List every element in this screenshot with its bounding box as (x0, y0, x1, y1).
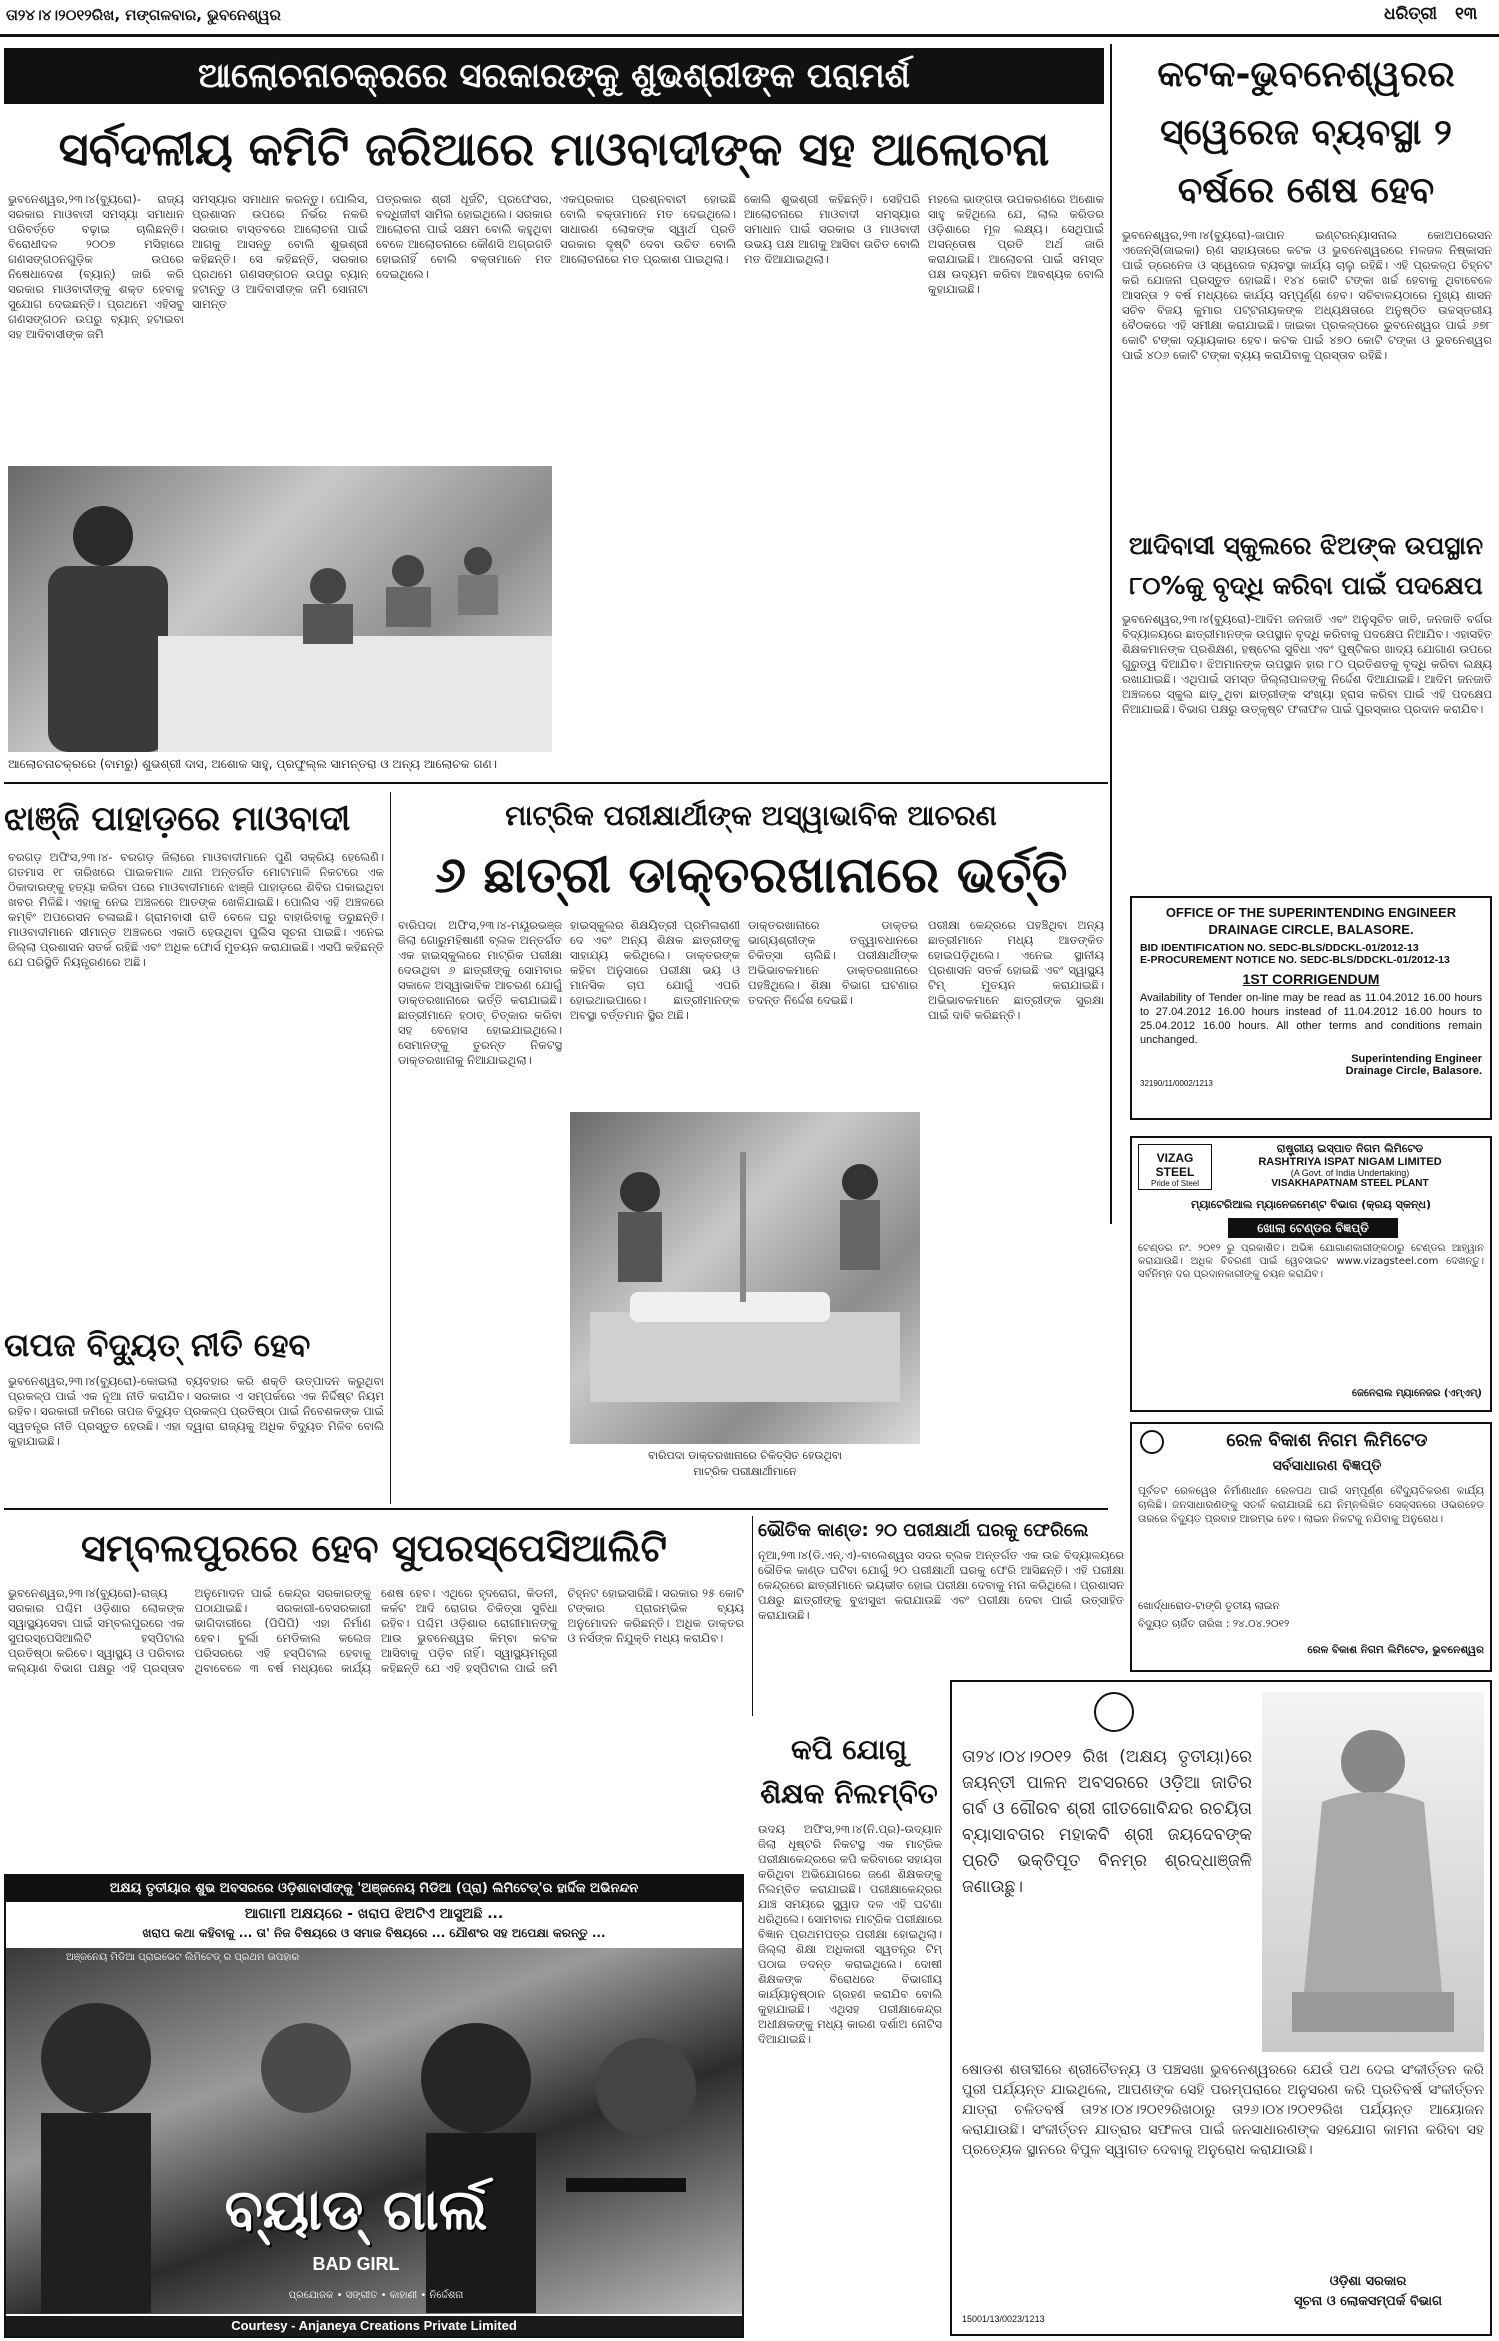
tender-body: Availability of Tender on-line may be read as 11.04.2012 16.00 hours to 27.04.2012 16.00 hours instead of 11.04.2012 16.00 hours to 25.04.2012 16.00 hours. All other terms and conditions remain unchanged. (1140, 992, 1482, 1046)
vizag-company-en: RASHTRIYA ISPAT NIGAM LIMITED (1258, 1156, 1442, 1168)
rail-section-2: ବିଦ୍ୟୁତ ଚାର୍ଜିତ ତାରିଖ : ୨୪.୦୪.୨୦୧୨ (1138, 1618, 1290, 1630)
drainage-tender (1130, 896, 1492, 1120)
vizag-body: ଟେଣ୍ଡର ନଂ. ୨୦୧୨ ରୁ ପ୍ରକାଶିତ। ଅଭିଜ୍ଞ ଯୋଗାଣକାରୀଙ୍କଠାରୁ ଟେଣ୍ଡର ଆହ୍ୱାନ କରାଯାଉଛି। ଅଧିକ ବିବରଣୀ ପାଇଁ ୱେବସାଇଟ www.vizagsteel.com ଦେଖନ୍ତୁ। ସର୍ବନିମ୍ନ ଦର ପ୍ରଦାନକାରୀଙ୍କୁ ଚୟନ କରାଯିବ। (1138, 1243, 1484, 1280)
adivasi-headline-1: ଆଦିବାସୀ ସ୍କୁଲରେ ଝିଅଙ୍କ ଉପସ୍ଥାନ (1128, 531, 1484, 560)
maoist-body: ବରଗଡ଼ ଅଫିସ,୨୩।୪- ବରଗଡ଼ ଜିଲାରେ ମାଓବାଦୀମାନେ ପୁଣି ସକ୍ରିୟ ହେଲେଣି। ଗତମାସ ୧୮ ତାରିଖରେ ପାଇକମାଳ ଥାନା ଅନ୍ତର୍ଗତ ମୋଟାମାଳି ନିକଟରେ ଏକ ଠିକାଦାରଙ୍କୁ ହତ୍ୟା କରିବା ପରେ ମାଓବାଦୀମାନେ ଝାଞ୍ଜି ପାହାଡ଼ରେ ଶିବିର ପକାଇଥିବା ଖବର ମିଳିଛି। ଏହାକୁ ନେଇ ଅଞ୍ଚଳରେ ଆତଙ୍କ ଖେଳିଯାଇଛି। ପୋଲିସ ଏହି ଅଞ୍ଚଳରେ କମ୍ବିଂ ଅପରେସନ ଚଳାଇଛି। ଗ୍ରାମବାସୀ ରାତି ବେଳେ ଘରୁ ବାହାରିବାକୁ ଡରୁଛନ୍ତି। ମାଓବାଦୀମାନେ ସୀମାନ୍ତ ଅଞ୍ଚଳରେ ଏକାଠି ହେଉଥିବା ପୁଲିସ ସୂଚନା ପାଇଛି। ଏନେଇ ଜିଲ୍ଲା ପ୍ରଶାସନ ସତର୍କ ରହିଛି ଏବଂ ଅଧିକ ଫୋର୍ସ ମୁତୟନ କରାଯାଇଛି। ଏସପି କହିଛନ୍ତି ଯେ ପରିସ୍ଥିତି ନିୟନ୍ତ୍ରଣରେ ଅଛି। (8, 850, 384, 969)
rail-section-1: ଖୋର୍ଦ୍ଧାରୋଡ-ଟାଙ୍ଗି ତୃତୀୟ ଲାଇନ (1138, 1600, 1280, 1612)
bhoutika-body: ନୂଆ,୨୩।୪(ଡି.ଏନ୍.ଏ)-ବାଲେଶ୍ୱର ସଦର ବ୍ଲକ ଅନ୍ତର୍ଗତ ଏକ ଉଚ୍ଚ ବିଦ୍ୟାଳୟରେ ଭୌତିକ କାଣ୍ଡ ଘଟିବା ଯୋଗୁଁ ୨୦ ପରୀକ୍ଷାର୍ଥୀ ଘରକୁ ଫେରି ଆସିଛନ୍ତି। ଏହି ପରୀକ୍ଷା କେନ୍ଦ୍ରରେ ଛାତ୍ରୀମାନେ ଭୟଭୀତ ହୋଇ ପରୀକ୍ଷା ଦେବାକୁ ମନା କରିଥିଲେ। ପ୍ରଶାସନ ପକ୍ଷରୁ ଛାତ୍ରୀଙ୍କୁ ବୁଝାସୁଝା କରାଯାଉଛି ଏବଂ ପରୀକ୍ଷା ଦେବା ପାଇଁ ଉତ୍ସାହିତ କରାଯାଉଛି। (758, 1548, 1124, 1622)
exam-col-left: ବାରିପଦା ଅଫିସ,୨୩।୪-ମୟୂରଭଞ୍ଜ ଜିଲା ଗୋରୁମହିଷାଣୀ ବ୍ଲକ ଅନ୍ତର୍ଗତ ଏକ ହାଇସ୍କୁଲରେ ମାଟ୍ରିକ ପରୀକ୍ଷା ଦେଉଥିବା ୬ ଛାତ୍ରୀଙ୍କୁ ସୋମବାର ସକାଳେ ଅସ୍ୱାଭାବିକ ଆଚରଣ ଯୋଗୁଁ ଡାକ୍ତରଖାନାରେ ଭର୍ତ୍ତି କରାଯାଇଛି। ଛାତ୍ରୀମାନେ ହଠାତ୍ ଚିତ୍କାର କରିବା ସହ ବେହୋସ ହୋଇଯାଇଥିଲେ। ସେମାନଙ୍କୁ ତୁରନ୍ତ ନିକଟସ୍ଥ ଡାକ୍ତରଖାନାକୁ ନିଆଯାଇଥିଲା। (398, 918, 562, 1067)
adivasi-headline-2: ୮୦%କୁ ବୃଦ୍ଧି କରିବା ପାଇଁ ପଦକ୍ଷେପ (1129, 571, 1483, 600)
vizag-company-block (1218, 1142, 1482, 1189)
vizag-logo-icon (1138, 1144, 1212, 1190)
vizag-tender-title: ଖୋଲା ଟେଣ୍ଡର ବିଜ୍ଞପ୍ତି (1228, 1218, 1398, 1238)
rail-body: ପୂର୍ବତଟ ରେଳୱେର ନିର୍ମାଣାଧୀନ ରେଳପଥ ପାଇଁ ସମ୍ପୂର୍ଣ୍ଣ ବୈଦ୍ୟୁତିକରଣ କାର୍ଯ୍ୟ ଚାଲିଛି। ଜନସାଧାରଣଙ୍କୁ ସତର୍କ କରାଯାଉଛି ଯେ ନିମ୍ନଲିଖିତ ସେକ୍ସନରେ ଓଭରହେଡ ତାରରେ ବିଦ୍ୟୁତ ପ୍ରବାହ ଆରମ୍ଭ ହେବ। ଲାଇନ ନିକଟକୁ ନଯିବାକୁ ଅନୁରୋଧ। (1138, 1485, 1484, 1525)
main-kicker: ଆଲୋଚନାଚକ୍ରରେ ସରକାରଙ୍କୁ ଶୁଭଶ୍ରୀଙ୍କ ପରାମର୍ଶ (4, 48, 1104, 104)
main-photo-caption: ଆଲୋଚନାଚକ୍ରରେ (ବାମରୁ) ଶୁଭଶ୍ରୀ ଦାସ, ଅଶୋକ ସାହୁ, ପ୍ରଫୁଲ୍ଲ ସାମନ୍ତରା ଓ ଅନ୍ୟ ଆଲୋଚକ ଗଣ। (8, 757, 498, 771)
bhoutika-headline: ଭୌତିକ କାଣ୍ଡ: ୨୦ ପରୀକ୍ଷାର୍ଥୀ ଘରକୁ ଫେରିଲେ (758, 1520, 1089, 1541)
rail-company: ରେଳ ବିକାଶ ନିଗମ ଲିମିଟେଡ (1226, 1430, 1428, 1451)
main-col-1: ଭୁବନେଶ୍ୱର,୨୩।୪(ବ୍ୟୁରୋ)- ରାଜ୍ୟ ସରକାର ମାଓବାଦୀ ସମସ୍ୟା ସମାଧାନ ପରିବର୍ତ୍ତେ ବଢ଼ାଇ ଚାଲିଛନ୍ତି। ବିରୋଧୀଦଳ ୨୦୦୭ ମସିହାରେ ଗଣସଙ୍ଗଠନଗୁଡ଼ିକ ଉପରେ ନିଷେଧାଦେଶ (ବ୍ୟାନ୍) ଜାରି କରି ସରକାର ମାଓବାଦୀଙ୍କୁ ଶକ୍ତ ହେବାକୁ ସୁଯୋଗ ଦେଇଛନ୍ତି। ପ୍ରଥମେ ଏହିସବୁ ଗଣସଙ୍ଗଠନ ଉପରୁ ବ୍ୟାନ୍ ହଟାଇବା ସହ ଆଦିବାସୀଙ୍କ ଜମି (8, 192, 184, 341)
odisha-emblem-icon (1094, 1692, 1134, 1732)
film-teaser-2: ଖରାପ କଥା କହିବାକୁ ... ତା' ନିଜ ବିଷୟରେ ଓ ସମାଜ ବିଷୟରେ ... ଯୌଶଂର ସହ ଅପେକ୍ଷା କରନ୍ତୁ ... (142, 1926, 606, 1940)
exam-col-far: ପରୀକ୍ଷା କେନ୍ଦ୍ରରେ ପହଞ୍ଚିଥିବା ଅନ୍ୟ ଛାତ୍ରୀମାନେ ମଧ୍ୟ ଆତଙ୍କିତ ହୋଇପଡ଼ିଥିଲେ। ଏନେଇ ସ୍ଥାନୀୟ ପ୍ରଶାସନ ସତର୍କ ହୋଇଛି ଏବଂ ସ୍ୱାସ୍ଥ୍ୟ ଟିମ୍ ମୁତୟନ କରାଯାଇଛି। ଅଭିଭାବକମାନେ ଛାତ୍ରୀଙ୍କ ସୁରକ୍ଷା ପାଇଁ ଦାବି କରିଛନ୍ତି। (928, 918, 1104, 1022)
masthead-date: ତା୨୪।୪।୨୦୧୨ରିଖ, ମଙ୍ଗଳବାର, ଭୁବନେଶ୍ୱର (6, 6, 281, 24)
maoist-headline: ଝାଞ୍ଜି ପାହାଡ଼ରେ ମାଓବାଦୀ (4, 799, 351, 839)
hospital-headline: ସମ୍ବଲପୁରରେ ହେବ ସୁପରସ୍ପେସିଆଲିଟି (80, 1526, 667, 1570)
exam-photo-caption-1: ବାରିପଦା ଡାକ୍ତରଖାନାରେ ଚିକିତ୍ସିତ ହେଉଥିବା (648, 1449, 842, 1462)
section-rule-mid (4, 782, 1108, 784)
vizag-plant: VISAKHAPATNAM STEEL PLANT (1271, 1178, 1429, 1189)
vizag-company-sub: (A Govt. of India Undertaking) (1290, 1168, 1410, 1178)
teacher-headline: କପି ଯୋଗୁ ଶିକ୍ଷକ ନିଲମ୍ବିତ (760, 1733, 938, 1810)
rail-title: ସର୍ବସାଧାରଣ ବିଜ୍ଞପ୍ତି (1272, 1458, 1382, 1474)
hospital-beds-illustration (570, 1112, 920, 1444)
teacher-body: ଉଦୟ ଅଫିସ,୨୩।୪(ନି.ପ୍ର)-ଉଦ୍ୟାନ ଜିଲା ଧୂଷ୍ଟରି ନିକଟସ୍ଥ ଏକ ମାଟ୍ରିକ ପରୀକ୍ଷାକେନ୍ଦ୍ରରେ କପି କରିବାରେ ସହାୟତା କରିଥିବା ଅଭିଯୋଗରେ ଜଣେ ଶିକ୍ଷକଙ୍କୁ ନିଲମ୍ବିତ କରାଯାଇଛି। ପରୀକ୍ଷାକେନ୍ଦ୍ରର ଯାଞ୍ଚ ସମୟରେ ସ୍କ୍ୱାଡ ଦଳ ଏହି ଘଟଣା ଧରିଥିଲେ। ସୋମବାର ମାଟ୍ରିକ ପରୀକ୍ଷାରେ ବିଜ୍ଞାନ ପ୍ରଥମପତ୍ର ପରୀକ୍ଷା ହୋଇଥିଲା। ଜିଲ୍ଲା ଶିକ୍ଷା ଅଧିକାରୀ ସ୍ୱତନ୍ତ୍ର ଟିମ୍ ପଠାଇ ତଦନ୍ତ କରାଇଥିଲେ। ଦୋଷୀ ଶିକ୍ଷକଙ୍କ ବିରୋଧରେ ବିଭାଗୀୟ କାର୍ଯ୍ୟାନୁଷ୍ଠାନ ଗ୍ରହଣ କରାଯିବ ବୋଲି କୁହାଯାଇଛି। ଏଥିସହ ପରୀକ୍ଷାକେନ୍ଦ୍ର ଅଧୀକ୍ଷକଙ୍କୁ ମଧ୍ୟ କାରଣ ଦର୍ଶାଅ ନୋଟିସ ଦିଆଯାଇଛି। (758, 1822, 942, 2046)
seminar-people-illustration (8, 466, 552, 752)
main-headline: ସର୍ବଦଳୀୟ କମିଟି ଜରିଆରେ ମାଓବାଦୀଙ୍କ ସହ ଆଲୋଚନା (58, 122, 1050, 176)
masthead (0, 0, 1499, 34)
govt-notice-body-2: ଷୋଡଶ ଶତାବ୍ଦୀରେ ଶ୍ରୀଚୈତନ୍ୟ ଓ ପଞ୍ଚସଖା ଭୁବନେଶ୍ୱରରେ ଯେଉଁ ପଥ ଦେଇ ସଂକୀର୍ତ୍ତନ କରି ପୁରୀ ପର୍ଯ୍ୟନ୍ତ ଯାଇଥିଲେ, ଆପଣଙ୍କ ସେହି ପରମ୍ପରାରେ ଅନୁସରଣ କରି ପ୍ରତିବର୍ଷ ସଂକୀର୍ତ୍ତନ ଯାତ୍ରା ଚଳିତବର୍ଷ ତା୨୪।୦୪।୨୦୧୨ରିଖଠାରୁ ତା୨୬।୦୪।୨୦୧୨ରିଖ ପର୍ଯ୍ୟନ୍ତ ଆୟୋଜନ କରାଯାଉଛି। ସଂକୀର୍ତ୍ତନ ଯାତ୍ରାର ସଫଳତା ପାଇଁ ଜନସାଧାରଣଙ୍କ ସହଯୋଗ କାମନା କରିବା ସହ ପ୍ରତ୍ୟେକ ସ୍ଥାନରେ ବିପୁଳ ସ୍ୱାଗତ ଦେବାକୁ ଅନୁରୋଧ କରାଯାଉଛି। (962, 2062, 1484, 2158)
tender-office: OFFICE OF THE SUPERINTENDING ENGINEER DRAINAGE CIRCLE, BALASORE. (1165, 905, 1457, 937)
tender-title: 1ST CORRIGENDUM (1242, 971, 1380, 987)
main-col-4: ଏକପ୍ରକାର ପ୍ରଶ୍ନବାଚୀ ହୋଇଛି ବୋଲି ବକ୍ତାମାନେ ମତ ଦେଇଥିଲେ। ସାଧାରଣ ଲୋକଙ୍କ ସ୍ୱାର୍ଥ ପ୍ରତି ସରକାର ଦୃଷ୍ଟି ଦେବା ଉଚିତ ବୋଲି ଆଲୋଚନାରେ ମତ ପ୍ରକାଶ ପାଇଥିଲା। (560, 192, 736, 266)
main-col-2: ସମସ୍ୟାର ସମାଧାନ କରନ୍ତୁ। ପୋଲିସ, ପ୍ରଶାସନ ଉପରେ ନିର୍ଭର ନକରି ସରକାର ବାସ୍ତବରେ ଆଲୋଚନା ପାଇଁ ଆଗକୁ ଆସନ୍ତୁ ବୋଲି ଶୁଭଶ୍ରୀ କହିଛନ୍ତି। ସେ କହିଛନ୍ତି, ସରକାର ପ୍ରଥମେ ଗଣସଙ୍ଗଠନ ଉପରୁ ବ୍ୟାନ୍ ହଟାନ୍ତୁ ଓ ଆଦିବାସୀଙ୍କ ଜମି ସୋନାଟା ସାମନ୍ତ (192, 192, 368, 311)
main-col-3: ପତ୍ରକାର ଶ୍ରୀ ଧୂର୍ଜଟି, ପ୍ରଫେସର, ବଦ୍ଧିଜୀବୀ ସାମିଲ ହୋଇଥିଲେ। ସରକାର ଆଲୋଚନା ପାଇଁ ସକ୍ଷମ ବୋଲି କହୁଥିବା ବେଳେ ଆଲୋଚନାରେ କୌଣସି ଅଗ୍ରଗତି ହୋଇନାହିଁ ବୋଲି ବକ୍ତାମାନେ ମତ ଦେଇଥିଲେ। (376, 192, 552, 281)
section-rule-lower (4, 1508, 1108, 1510)
exam-kicker: ମାଟ୍ରିକ ପରୀକ୍ଷାର୍ଥୀଙ୍କ ଅସ୍ୱାଭାବିକ ଆଚରଣ (505, 799, 997, 832)
rail-vikas-ad (1130, 1422, 1492, 1672)
govt-notice-body-1: ତା୨୪।୦୪।୨୦୧୨ ରିଖ (ଅକ୍ଷୟ ତୃତୀୟା)ରେ ଜୟନ୍ତୀ ପାଳନ ଅବସରରେ ଓଡ଼ିଆ ଜାତିର ଗର୍ବ ଓ ଗୌରବ ଶ୍ରୀ ଗୀତଗୋବିନ୍ଦର ରଚୟିତା ବ୍ୟାସାବତାର ମହାକବି ଶ୍ରୀ ଜୟଦେବଙ୍କ ପ୍ରତି ଭକ୍ତିପୂତ ବିନମ୍ର ଶ୍ରଦ୍ଧାଞ୍ଜଳି ଜଣାଉଛୁ। (962, 1747, 1252, 1897)
tender-bid-id: BID IDENTIFICATION NO. SEDC-BLS/DDCKL-01/2012-13 (1140, 942, 1419, 954)
exam-col-mid: ହାଇସ୍କୁଲର ଶିକ୍ଷୟିତ୍ରୀ ପ୍ରମିଳାରାଣୀ ଦେ ଏବଂ ଅନ୍ୟ ଶିକ୍ଷକ ଛାତ୍ରୀଙ୍କୁ ସାହାଯ୍ୟ କରିଥିଲେ। ଡାକ୍ତରଙ୍କ କହିବା ଅନୁସାରେ ପରୀକ୍ଷା ଭୟ ଓ ମାନସିକ ଚାପ ଯୋଗୁଁ ଏପରି ହୋଇଥାଇପାରେ। ଛାତ୍ରୀମାନଙ୍କ ଅବସ୍ଥା ବର୍ତ୍ତମାନ ସ୍ଥିର ଅଛି। (570, 918, 740, 1022)
vizag-company-or: ରାଷ୍ଟ୍ରୀୟ ଇସ୍ପାତ ନିଗମ ଲିମିଟେଡ (1276, 1142, 1424, 1155)
exam-divider (390, 792, 391, 1504)
govt-notice-sign-1: ଓଡ଼ିଶା ସରକାର (1329, 2274, 1407, 2289)
jayadev-figure-illustration (1262, 1692, 1484, 2052)
rvnl-logo-icon (1140, 1430, 1164, 1454)
exam-hospital-photo (570, 1112, 920, 1444)
tender-signature-1: Superintending Engineer (1351, 1053, 1482, 1065)
main-seminar-photo (8, 466, 552, 752)
tender-signature-2: Drainage Circle, Balasore. (1345, 1065, 1482, 1077)
main-col-5: କୋଲି ଶୁଭଶ୍ରୀ କହିଛନ୍ତି। ସେହିପରି ଆଲୋଚନାରେ ମାଓବାଦୀ ସମସ୍ୟାର ସମାଧାନ ପାଇଁ ସରକାର ଓ ମାଓବାଦୀ ଉଭୟ ପକ୍ଷ ଆଗକୁ ଆସିବା ଉଚିତ ବୋଲି ମତ ଦିଆଯାଇଥିଲା। (744, 192, 920, 266)
masthead-paper: ଧରିତ୍ରୀ (1384, 4, 1438, 24)
vizag-logo-text: VIZAG STEEL (1155, 1151, 1195, 1179)
film-teaser-1: ଆଗାମୀ ଅକ୍ଷୟରେ - ଖରାପ ଝିଅଟିଏ ଆସୁଅଛି ... (244, 1906, 504, 1922)
film-poster (6, 1948, 742, 2314)
rail-signature: ରେଳ ବିକାଶ ନିଗମ ଲିମିଟେଡ, ଭୁବନେଶ୍ୱର (1307, 1644, 1484, 1656)
hospital-body: ଭୁବନେଶ୍ୱର,୨୩।୪(ବ୍ୟୁରୋ)-ରାଜ୍ୟ ସରକାର ପଶ୍ଚିମ ଓଡ଼ିଶାର ଲୋକଙ୍କ ସ୍ୱାସ୍ଥ୍ୟସେବା ପାଇଁ ସମ୍ବଲପୁରରେ ଏକ ସୁପରସ୍ପେସିଆଲିଟି ହସ୍ପିଟାଲ ପ୍ରତିଷ୍ଠା କରିବେ। ସ୍ୱାସ୍ଥ୍ୟ ଓ ପରିବାର କଲ୍ୟାଣ ବିଭାଗ ପକ୍ଷରୁ ଏହି ପ୍ରସ୍ତାବ ଅନୁମୋଦନ ପାଇଁ କେନ୍ଦ୍ର ସରକାରଙ୍କୁ ପଠାଯାଇଛି। ସରକାରୀ-ବେସରକାରୀ ଭାଗିଦାରୀରେ (ପିପିପି) ଏହା ନିର୍ମାଣ ହେବ। ବୁର୍ଲା ମେଡିକାଲ କଲେଜ ପରିସରରେ ଏହି ହସ୍ପିଟାଲ ହେବାକୁ ଥିବାବେଳେ ୩ ବର୍ଷ ମଧ୍ୟରେ କାର୍ଯ୍ୟ ଶେଷ ହେବ। ଏଥିରେ ହୃଦରୋଗ, କିଡନୀ, କର୍କଟ ଆଦି ରୋଗର ଚିକିତ୍ସା ସୁବିଧା ରହିବ। ପଶ୍ଚିମ ଓଡ଼ିଶାର ରୋଗୀମାନଙ୍କୁ ଆଉ ଭୁବନେଶ୍ୱର କିମ୍ବା କଟକ ଆସିବାକୁ ପଡ଼ିବ ନାହିଁ। ସ୍ୱାସ୍ଥ୍ୟମନ୍ତ୍ରୀ କହିଛନ୍ତି ଯେ ଏହି ହସ୍ପିଟାଲ ପାଇଁ ଜମି ଚିହ୍ନଟ ହୋଇସାରିଛି। ସରକାର ୨୫ କୋଟି ଟଙ୍କାର ପ୍ରାରମ୍ଭିକ ବ୍ୟୟ ଅନୁମୋଦନ କରିଛନ୍ତି। ଅଧିକ ଡାକ୍ତର ଓ ନର୍ସଙ୍କ ନିଯୁକ୍ତି ମଧ୍ୟ କରାଯିବ। (8, 1586, 744, 1675)
tender-procurement: E-PROCUREMENT NOTICE NO. SEDC-BLS/DDCKL-01/2012-13 (1140, 954, 1450, 966)
vertical-divider (1110, 44, 1112, 1224)
film-courtesy: Courtesy - Anjaneya Creations Private Limited (6, 2316, 742, 2336)
exam-headline: ୬ ଛାତ୍ରୀ ଡାକ୍ତରଖାନାରେ ଭର୍ତ୍ତି (434, 846, 1068, 904)
power-headline: ତାପଜ ବିଦ୍ୟୁତ୍ ନୀତି ହେବ (4, 1326, 311, 1364)
masthead-rule (0, 34, 1499, 37)
govt-notice-sign-2: ସୂଚନା ଓ ଲୋକସମ୍ପର୍କ ବିଭାଗ (1294, 2294, 1442, 2309)
govt-notice (950, 1680, 1492, 2336)
film-title: ବ୍ୟାଡ୍ ଗାର୍ଲ (224, 2178, 488, 2243)
film-banner: ଅକ୍ଷୟ ତୃତୀୟାର ଶୁଭ ଅବସରରେ ଓଡ଼ିଶାବାସୀଙ୍କୁ 'ଅଞ୍ଜନେୟ ମିଡିଆ (ପ୍ରା) ଲିମିଟେଡ୍'ର ହାର୍ଦ୍ଦିକ ଅଭିନନ୍ଦନ (6, 1876, 742, 1902)
govt-notice-ref: 15001/13/0023/1213 (962, 2314, 1045, 2324)
tender-ref: 32190/11/0002/1213 (1140, 1079, 1213, 1088)
sewerage-body: ଭୁବନେଶ୍ୱର,୨୩।୪(ବ୍ୟୁରୋ)-ଜାପାନ ଇଣ୍ଟରନ୍ୟାସନାଲ କୋଅପରେସନ ଏଜେନ୍ସି(ଜାଇକା) ଋଣ ସହାୟତାରେ କଟକ ଓ ଭୁବନେଶ୍ୱରରେ ମଳଜଳ ନିଷ୍କାସନ ପାଇଁ ଡ୍ରେନେଜ ଓ ସ୍ୱେରେଜ ବ୍ୟବସ୍ଥା କାର୍ଯ୍ୟ ଚାଲୁ ରହିଛି। ଏହି ପ୍ରକଳ୍ପ ଚିହ୍ନଟ କରି ଯୋଜନା ପ୍ରସ୍ତୁତ ହୋଇଛି। ୧୪୪ କୋଟି ଟଙ୍କା ଖର୍ଚ୍ଚ ହେବାକୁ ଥିବାବେଳେ ଆସନ୍ତା ୨ ବର୍ଷ ମଧ୍ୟରେ କାର୍ଯ୍ୟ ସମ୍ପୂର୍ଣ୍ଣ ହେବ। ସଚିବାଳୟଠାରେ ମୁଖ୍ୟ ଶାସନ ସଚିବ ବିଜୟ କୁମାର ପଟ୍ଟନାୟକଙ୍କ ଅଧ୍ୟକ୍ଷତାରେ ଅନୁଷ୍ଠିତ ଉଚ୍ଚସ୍ତରୀୟ ବୈଠକରେ ଏହି ସମୀକ୍ଷା କରାଯାଇଛି। ଜାଇକା ପ୍ରକଳ୍ପରେ ଭୁବନେଶ୍ୱର ପାଇଁ ୬୭୮ କୋଟି ଟଙ୍କା ଦ୍ୟାୟକାର ହେବ। କଟକ ପାଇଁ ୪୭୦ କୋଟି ଟଙ୍କା ଓ ଭୁବନେଶ୍ୱର ପାଇଁ ୪୦୬ କୋଟି ଟଙ୍କା ବ୍ୟୟ କରାଯିବାକୁ ପ୍ରସ୍ତାବ ରହିଛି। (1122, 228, 1492, 362)
film-credits: ପ୍ରଯୋଜକ • ସଙ୍ଗୀତ • କାହାଣୀ • ନିର୍ଦ୍ଦେଶନା (288, 2290, 464, 2301)
vizag-logo-sub: Pride of Steel (1150, 1179, 1200, 1188)
sewerage-headline: କଟକ-ଭୁବନେଶ୍ୱରର ସ୍ୱେରେଜ ବ୍ୟବସ୍ଥା ୨ ବର୍ଷରେ ଶେଷ ହେବ (1157, 54, 1455, 211)
masthead-page-number: ୧୩ (1455, 4, 1478, 24)
vizag-signature: ଜେନେରାଲ ମ୍ୟାନେଜର (ଏମ୍‌ଏମ୍‌) (1352, 1388, 1482, 1399)
adivasi-body: ଭୁବନେଶ୍ୱର,୨୩।୪(ବ୍ୟୁରୋ)-ଆଦିମ ଜନଜାତି ଏବଂ ଅନୁସୂଚିତ ଜାତି, ଜନଜାତି ବର୍ଗର ବିଦ୍ୟାଳୟରେ ଛାତ୍ରୀମାନଙ୍କ ଉପସ୍ଥାନ ବୃଦ୍ଧି କରିବାକୁ ପଦକ୍ଷେପ ନିଆଯିବ। ଏହାସହିତ ଶିକ୍ଷକମାନଙ୍କ ପ୍ରଶିକ୍ଷଣ, ହଷ୍ଟେଲ ସୁବିଧା ଏବଂ ପୁଷ୍ଟିକର ଖାଦ୍ୟ ଯୋଗାଣ ଉପରେ ଗୁରୁତ୍ୱ ଦିଆଯିବ। ଝିଅମାନଙ୍କ ଉପସ୍ଥାନ ହାର ୮୦ ପ୍ରତିଶତକୁ ବୃଦ୍ଧି କରିବା ଲକ୍ଷ୍ୟ ରଖାଯାଇଛି। ଏଥିପାଇଁ ସମସ୍ତ ଜିଲ୍ଲାପାଳଙ୍କୁ ନିର୍ଦ୍ଦେଶ ଦିଆଯାଇଛି। ଆଦିମ ଜନଜାତି ଅଞ୍ଚଳରେ ସ୍କୁଲ ଛାଡ଼ୁଥିବା ଛାତ୍ରୀଙ୍କ ସଂଖ୍ୟା ହ୍ରାସ କରିବା ପାଇଁ ଏହି ପଦକ୍ଷେପ ନିଆଯାଇଛି। ବିଭାଗ ପକ୍ଷରୁ ଉତ୍କୃଷ୍ଟ ଫଳାଫଳ ପାଇଁ ପୁରସ୍କାର ପ୍ରଦାନ କରାଯିବ। (1122, 612, 1492, 716)
power-body: ଭୁବନେଶ୍ୱର,୨୩।୪(ବ୍ୟୁରୋ)-କୋଇଲା ବ୍ୟବହାର କରି ଶକ୍ତି ଉତ୍ପାଦନ କରୁଥିବା ପ୍ରକଳ୍ପ ପାଇଁ ଏକ ନୂଆ ନୀତି କରାଯିବ। ସରକାର ଏ ସମ୍ପର୍କରେ ଏକ ନିର୍ଦ୍ଦିଷ୍ଟ ନିୟମ ରହିବ। ସରକାରୀ ଜମିରେ ତାପଜ ବିଦ୍ୟୁତ ପ୍ରକଳ୍ପ ପ୍ରତିଷ୍ଠା ପାଇଁ ନିବେଶକଙ୍କ ପାଇଁ ସ୍ୱତନ୍ତ୍ର ନୀତି ପ୍ରସ୍ତୁତ ହେଉଛି। ଏହା ଦ୍ୱାରା ରାଜ୍ୟକୁ ଅଧିକ ବିଦ୍ୟୁତ ମିଳିବ ବୋଲି କୁହାଯାଇଛି। (8, 1374, 384, 1448)
film-ad (4, 1874, 744, 2338)
vizag-dept: ମ୍ୟାଟେରିଆଲ ମ୍ୟାନେଜମେଣ୍ଟ ବିଭାଗ (କ୍ରୟ ସ୍କନ୍ଧ) (1190, 1198, 1432, 1211)
exam-col-right: ଡାକ୍ତରଖାନାରେ ଡାକ୍ତର ଭାଗ୍ୟଶ୍ରୀଙ୍କ ତତ୍ତ୍ୱାବଧାନରେ ଚିକିତ୍ସା ଚାଲିଛି। ପରୀକ୍ଷାର୍ଥୀଙ୍କ ଅଭିଭାବକମାନେ ଡାକ୍ତରଖାନାରେ ପହଞ୍ଚିଥିଲେ। ଶିକ୍ଷା ବିଭାଗ ଘଟଣାର ତଦନ୍ତ ନିର୍ଦ୍ଦେଶ ଦେଇଛି। (748, 918, 918, 1007)
vizag-steel-ad (1130, 1136, 1492, 1412)
film-title-en: BAD GIRL (312, 2254, 400, 2274)
jayadev-portrait (1262, 1692, 1484, 2052)
exam-photo-caption-2: ମାଟ୍ରିକ ପରୀକ୍ଷାର୍ଥୀମାନେ (693, 1465, 797, 1478)
main-col-6: ମହଲେ ଭାଙ୍ଗତା ଉପକରଣରେ ଅଶୋକ ସାହୁ କହିଥିଲେ ଯେ, ଲାଲ କରିଡର ଓଡ଼ିଶାରେ ମୂଳ ଲକ୍ଷ୍ୟ। ସେଥିପାଇଁ ଅସନ୍ତୋଷ ପ୍ରତି ଅର୍ଥ ଜାରି କରାଯାଇଛି। ଆଲୋଚନା ପାଇଁ ସମସ୍ତ ପକ୍ଷ ଉଦ୍ୟମ କରିବା ଆବଶ୍ୟକ ବୋଲି କୁହାଯାଇଛି। (928, 192, 1104, 296)
bhoutika-divider (752, 1516, 753, 1716)
film-presenter: ଅଞ୍ଜନେୟ ମିଡିଆ ପ୍ରାଇଭେଟ ଲିମିଟେଡ୍ ର ପ୍ରଥମ ଉପହାର (66, 1952, 300, 1963)
